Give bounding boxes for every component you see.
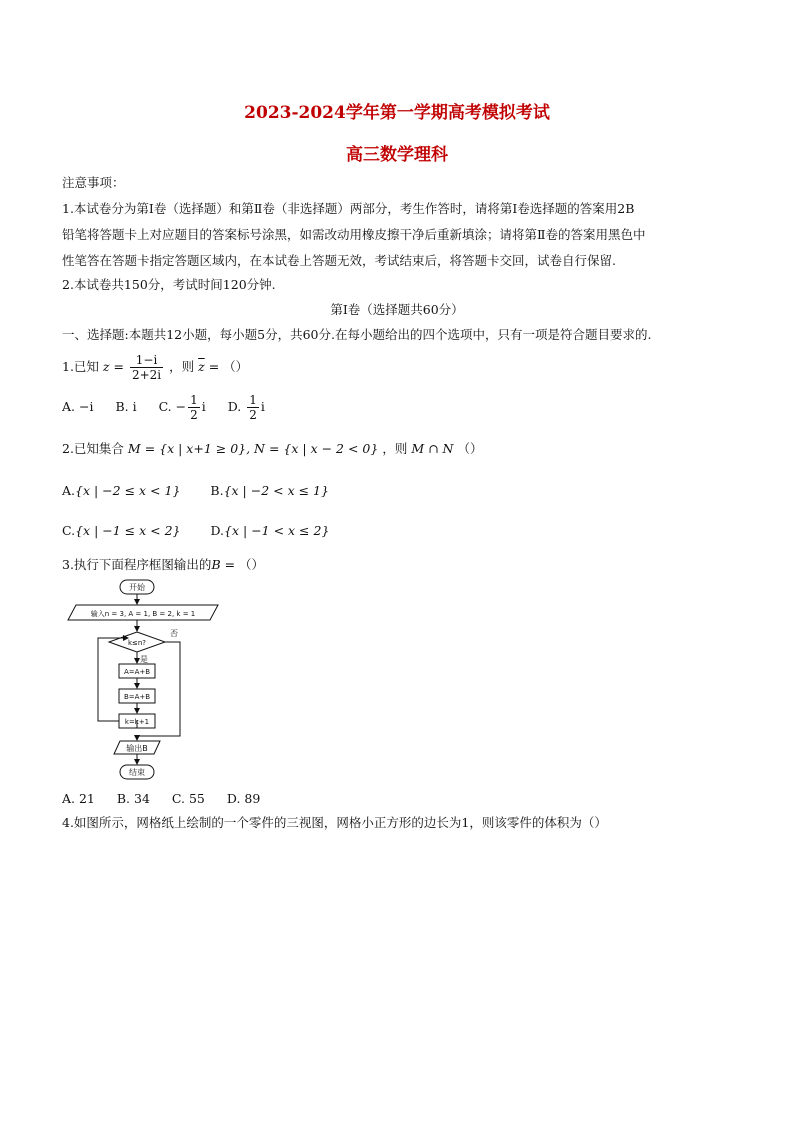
flow-output-label: 输出B	[126, 744, 148, 753]
q3-end: = （）	[220, 557, 265, 572]
q2-stem: 2.已知集合	[62, 441, 124, 456]
q1-option-a: A. −i	[62, 399, 94, 414]
q1-fraction	[130, 353, 163, 382]
exam-subtitle: 高三数学理科	[346, 145, 448, 165]
q1-option-d-pre: D.	[227, 399, 246, 414]
q1-option-d-post: i	[260, 399, 265, 414]
question-4: 4.如图所示，网格纸上绘制的一个零件的三视图，网格小正方形的边长为1，则该零件的体积为（）	[62, 815, 607, 830]
flow-end-label: 结束	[129, 768, 145, 777]
q1-option-c-frac	[188, 393, 200, 422]
section-intro: 一、选择题:本题共12小题，每小题5分，共60分.在每小题给出的四个选项中，只有一项是符合题目要求的.	[62, 327, 652, 342]
q1-option-c-post: i	[201, 399, 206, 414]
q2-option-d: {x | −1 < x ≤ 2}	[224, 523, 330, 538]
q3-options	[62, 790, 278, 808]
flow-step1-label: A=A+B	[123, 668, 151, 676]
q2-options-row2	[62, 522, 329, 540]
q1-options	[62, 392, 283, 422]
q1-option-d-frac	[247, 393, 259, 422]
flow-step2-label: B=A+B	[123, 693, 151, 701]
q2-option-a-label: A.	[62, 483, 76, 498]
q1-suffix: ，则	[169, 359, 195, 374]
q2-option-a: {x | −2 ≤ x < 1}	[75, 483, 181, 498]
q1-var: z =	[102, 359, 124, 374]
notice-item1-line3: 性笔答在答题卡指定答题区域内，在本试卷上答题无效，考试结束后，将答题卡交回，试卷自行保留.	[62, 253, 616, 268]
q1-end: = （）	[208, 359, 249, 374]
q1-denominator: 2+2i	[131, 368, 162, 382]
notice-item2: 2.本试卷共150分，考试时间120分钟.	[62, 277, 276, 292]
q1-option-c-num: 1	[190, 393, 198, 407]
q1-option-d-num: 1	[249, 393, 257, 407]
q1-option-d	[228, 392, 265, 422]
question-2	[62, 440, 482, 458]
question-1	[62, 352, 248, 382]
notice-item1-line1: 1.本试卷分为第Ⅰ卷（选择题）和第Ⅱ卷（非选择题）两部分，考生作答时，请将第Ⅰ卷选择题的答案用2B	[62, 201, 635, 216]
q2-option-d-label: D.	[210, 523, 225, 538]
q1-option-b: B. i	[115, 399, 137, 414]
flow-loop-path	[98, 638, 128, 721]
flow-input-label: 输入n = 3, A = 1, B = 2, k = 1	[90, 610, 196, 618]
q2-options-row1	[62, 482, 329, 500]
q1-option-d-den: 2	[249, 408, 257, 422]
q3-option-a: A. 21	[62, 791, 95, 806]
q1-conjugate: $\overline{z}$	[198, 359, 205, 374]
q3-stem: 3.执行下面程序框图输出的	[62, 557, 212, 572]
flow-yes-label: 是	[140, 655, 148, 664]
q2-expr: M ∩ N	[411, 441, 454, 456]
notice-item1-line2: 铅笔将答题卡上对应题目的答案标号涂黑，如需改动用橡皮擦干净后重新填涂；请将第Ⅱ卷的答案用黑色中	[62, 227, 646, 242]
flow-cond-label: k≤n?	[127, 639, 147, 647]
q2-option-b: {x | −2 < x ≤ 1}	[223, 483, 329, 498]
section-heading: 第Ⅰ卷（选择题共60分）	[330, 302, 464, 317]
q3-option-b: B. 34	[116, 791, 150, 806]
flowchart	[60, 576, 230, 786]
question-3	[62, 556, 264, 574]
q2-option-c: {x | −1 ≤ x < 2}	[75, 523, 181, 538]
q2-end: （）	[457, 441, 483, 456]
q3-option-d: D. 89	[226, 791, 261, 806]
q1-option-c-den: 2	[190, 408, 198, 422]
q1-prefix: 1.已知	[62, 359, 99, 374]
exam-title: 2023-2024学年第一学期高考模拟考试	[244, 103, 550, 123]
notice-heading: 注意事项：	[62, 175, 125, 190]
q2-mid: ，则	[382, 441, 408, 456]
q3-option-c: C. 55	[171, 791, 205, 806]
q2-option-c-label: C.	[62, 523, 76, 538]
flow-step3-label: k=k+1	[124, 718, 150, 726]
q3-var: B	[211, 557, 221, 572]
flow-start-label: 开始	[129, 583, 145, 592]
q1-numerator: 1−i	[130, 353, 163, 368]
q2-option-b-label: B.	[210, 483, 224, 498]
q1-option-c-pre: C. −	[158, 399, 187, 414]
q2-sets: M = {x | x+1 ≥ 0}, N = {x | x − 2 < 0}	[127, 441, 379, 456]
q1-option-c	[159, 392, 206, 422]
flow-no-label: 否	[170, 629, 178, 638]
